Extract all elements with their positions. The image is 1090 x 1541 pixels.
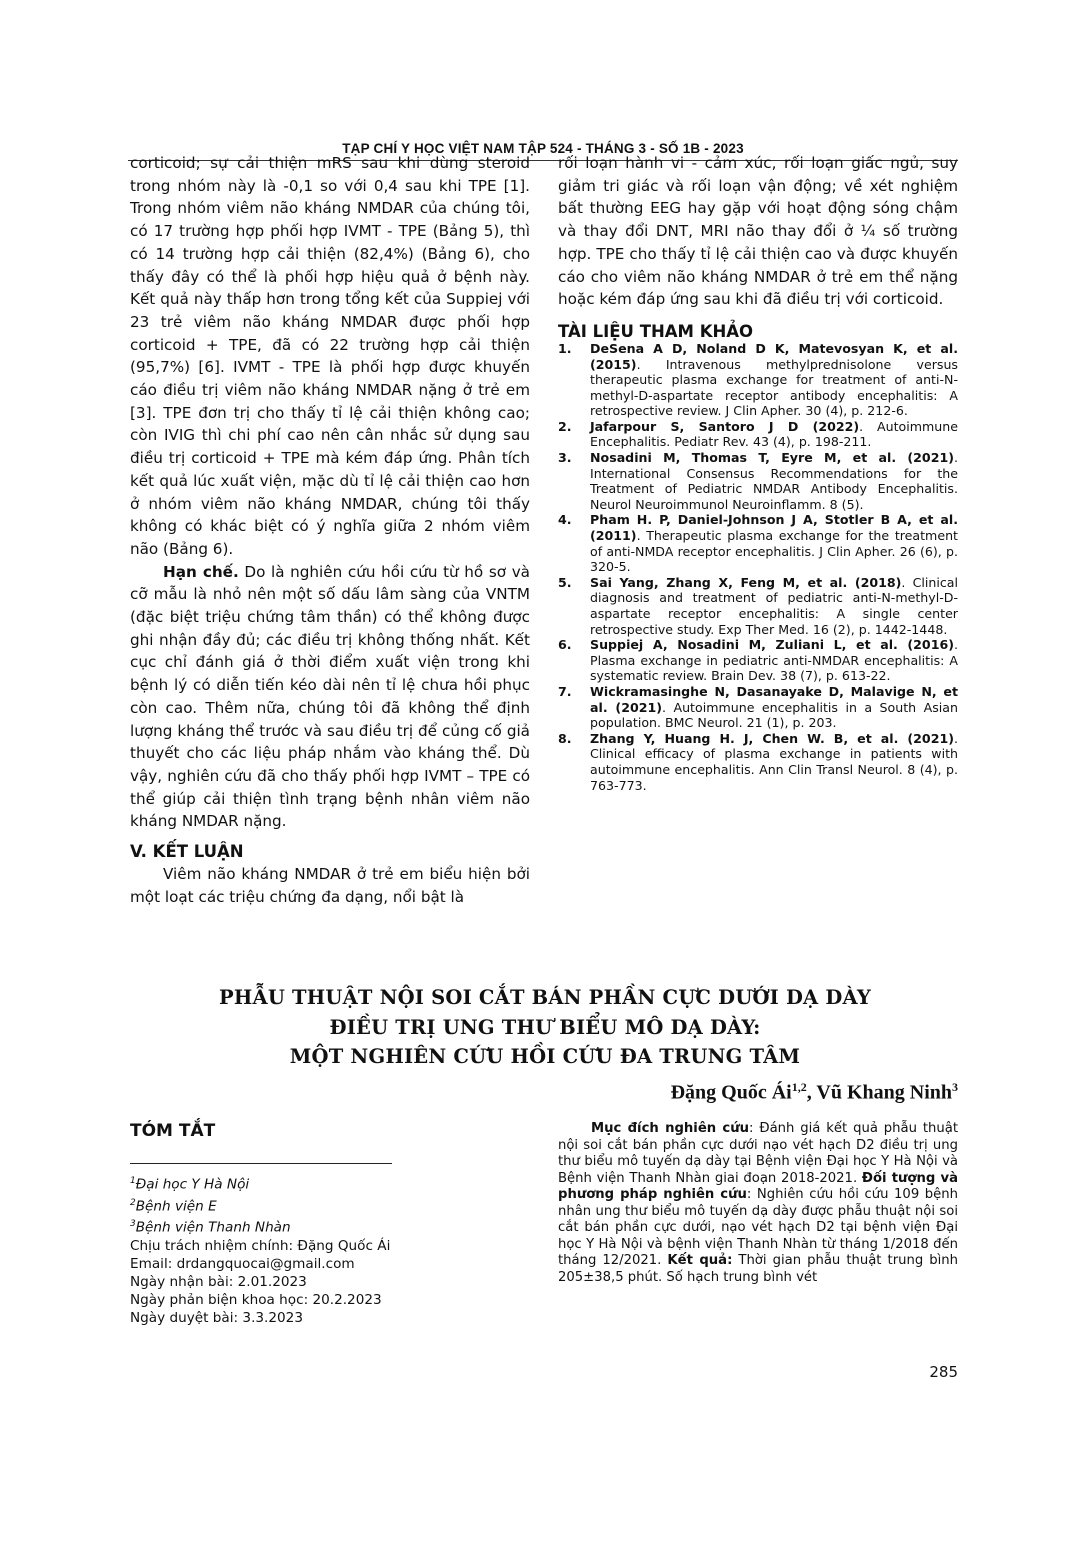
title-line: MỘT NGHIÊN CỨU HỒI CỨU ĐA TRUNG TÂM — [289, 1045, 801, 1068]
affiliation-mark: 3 — [130, 1219, 136, 1230]
limitations-text: Do là nghiên cứu hồi cứu từ hồ sơ và cỡ mẫu là nhỏ nên một số dấu lâm sàng của VNTM (đặc biệt triệu chứng tâm thần) có thể không được ghi nhận đầy đủ; các điều trị không thống nhất. Kết cục chỉ đánh giá ở thời điểm xuất viện trong khi bệnh lý có diễn tiến kéo dài nên tỉ lệ chưa hồi phục còn cao. Thêm nữa, chúng tôi đã không thể định lượng kháng thể trước và sau điều trị để củng cố giả thuyết cho các liệu pháp nhắm vào kháng thể. Dù vậy, nghiên cứu đã cho thấy phối hợp IVMT – TPE có thể giúp cải thiện tình trạng bệnh nhân viêm não kháng NMDAR nặng. — [130, 562, 530, 831]
footnote-rule — [130, 1163, 392, 1164]
reference-text: . Autoimmune Encephalitis. Pediatr Rev. 43 (4), p. 198-211. — [590, 418, 959, 450]
corresponding-author: Chịu trách nhiệm chính: Đặng Quốc Ái — [130, 1237, 391, 1254]
accepted-date: Ngày duyệt bài: 3.3.2023 — [130, 1310, 303, 1327]
reference-number: 2. — [558, 418, 572, 434]
section-heading-references: TÀI LIỆU THAM KHẢO — [558, 321, 754, 341]
reference-item — [558, 637, 958, 684]
journal-header: TẠP CHÍ Y HỌC VIỆT NAM TẬP 524 - THÁNG 3 - SỐ 1B - 2023 — [342, 141, 744, 156]
affiliation-name: Bệnh viện E — [135, 1198, 217, 1215]
reference-text: . Plasma exchange in pediatric anti-NMDAR encephalitis: A systematic review. Brain Dev. 38 (7), p. 613-22. — [590, 637, 958, 684]
reference-number: 6. — [558, 637, 572, 653]
email: Email: drdangquocai@gmail.com — [130, 1255, 355, 1272]
reference-authors: Wickramasinghe N, Dasanayake D, Malavige N, et al. (2021) — [590, 683, 958, 715]
affiliations-footnote — [130, 1172, 430, 1327]
reference-number: 3. — [558, 450, 572, 466]
received-date: Ngày nhận bài: 2.01.2023 — [130, 1274, 307, 1291]
reference-number: 1. — [558, 340, 572, 356]
paragraph-discussion: corticoid; sự cải thiện mRS sau khi dùng steroid trong nhóm này là -0,1 so với 0,4 sau khi TPE [1]. Trong nhóm viêm não kháng NMDAR của chúng tôi, có 17 trường hợp phối hợp IVMT - TPE (Bảng 5), thì có 14 trường hợp cải thiện (82,4%) (Bảng 6), cho thấy đây có thể là phối hợp hiệu quả ở bệnh này. Kết quả này thấp hơn trong tổng kết của Suppiej với 23 trẻ viêm não kháng NMDAR được phối hợp corticoid + TPE, đã có 22 trường hợp cải thiện (95,7%) [6]. IVMT - TPE là phối hợp được khuyến cáo điều trị viêm não kháng NMDAR nặng ở trẻ em [3]. TPE đơn trị cho thấy tỉ lệ cải thiện không cao; còn IVIG thì chi phí cao nên cân nhắc sử dụng sau điều trị corticoid + TPE mà kém đáp ứng. Phân tích kết quả lúc xuất viện, mặc dù tỉ lệ cải thiện cao hơn ở nhóm viêm não kháng NMDAR, chúng tôi thấy không có khác biệt có ý nghĩa giữa 2 nhóm viêm não (Bảng 6). — [130, 154, 530, 558]
reference-item — [558, 512, 958, 574]
article-title — [130, 983, 960, 1072]
affiliation-item — [130, 1215, 430, 1237]
reference-authors: Suppiej A, Nosadini M, Zuliani L, et al. (2016) — [590, 637, 954, 653]
paragraph-conclusion-cont: rối loạn hành vi - cảm xúc, rối loạn giấc ngủ, suy giảm tri giác và rối loạn vận động; về xét nghiệm bất thường EEG hay gặp với hoạt động sóng chậm và thay đổi DNT, MRI não thay đổi ở ¼ số trường hợp. TPE cho thấy tỉ lệ cải thiện cao và được khuyến cáo cho viêm não kháng NMDAR ở trẻ em thể nặng hoặc kém đáp ứng sau khi đã điều trị với corticoid. — [558, 154, 958, 309]
affiliation-mark: 1 — [130, 1176, 136, 1186]
page-number: 285 — [929, 1363, 958, 1381]
paragraph-conclusion: Viêm não kháng NMDAR ở trẻ em biểu hiện bởi một loạt các triệu chứng đa dạng, nổi bật là — [130, 865, 530, 906]
section-heading-conclusion: V. KẾT LUẬN — [130, 842, 244, 862]
reference-text: . Clinical diagnosis and treatment of pediatric anti-N-methyl-D-aspartate receptor encephalitis: A single center retrospective study. Exp Ther Med. 16 (2), p. 1442-1448. — [590, 574, 958, 637]
abstract-label-methods: Đối tượng và phương pháp nghiên cứu — [558, 1170, 958, 1202]
reference-authors: DeSena A D, Noland D K, Matevosyan K, et al. (2015) — [590, 340, 958, 372]
paragraph-limitations — [130, 561, 530, 833]
reference-authors: Zhang Y, Huang H. J, Chen W. B, et al. (2021) — [590, 730, 954, 746]
reference-authors: Sai Yang, Zhang X, Feng M, et al. (2018) — [590, 574, 902, 590]
reference-text: . Intravenous methylprednisolone versus therapeutic plasma exchange for treatment of anti-N-methyl-D-aspartate receptor antibody encephalitis: A retrospective review. J Clin Apher. 30 (4), p. 212-6. — [590, 356, 958, 419]
title-line: PHẪU THUẬT NỘI SOI CẮT BÁN PHẦN CỰC DƯỚI DẠ DÀY — [219, 986, 871, 1009]
authors — [671, 1080, 958, 1105]
author-name: Vũ Khang Ninh — [816, 1081, 952, 1104]
affiliation-item — [130, 1172, 430, 1194]
author-affiliation-mark: 1,2 — [791, 1080, 807, 1094]
reference-item — [558, 341, 958, 419]
reference-authors: Nosadini M, Thomas T, Eyre M, et al. (2021) — [590, 450, 954, 466]
left-column — [130, 152, 530, 909]
reference-item — [558, 731, 958, 793]
affiliation-item — [130, 1194, 430, 1216]
author-separator: , — [806, 1081, 817, 1104]
abstract-text: Thời gian phẫu thuật trung bình 205±38,5 phút. Số hạch trung bình vét — [558, 1253, 958, 1285]
author-name: Đặng Quốc Ái — [670, 1081, 792, 1104]
abstract-text: : Nghiên cứu hồi cứu 109 bệnh nhân ung thư biểu mô tuyến dạ dày được phẫu thuật nội soi cắt bán phần cực dưới, nạo vét hạch D2 tại bệnh viện Đại học Y Hà Nội và bệnh viện Thanh Nhàn từ tháng 1/2018 đến tháng 12/2021. — [558, 1187, 958, 1268]
abstract-label-results: Kết quả: — [667, 1253, 733, 1268]
limitations-lead: Hạn chế. — [163, 562, 239, 581]
affiliation-name: Đại học Y Hà Nội — [135, 1176, 250, 1193]
affiliation-mark: 2 — [130, 1197, 136, 1208]
review-date: Ngày phản biện khoa học: 20.2.2023 — [130, 1292, 382, 1309]
abstract-label-purpose: Mục đích nghiên cứu — [591, 1121, 750, 1136]
reference-list — [558, 341, 958, 793]
reference-item — [558, 450, 958, 512]
summary-heading: TÓM TẮT — [130, 1121, 216, 1141]
reference-item — [558, 575, 958, 637]
reference-item — [558, 684, 958, 731]
reference-text: . Therapeutic plasma exchange for the treatment of anti-NMDA receptor encephalitis. J Clin Apher. 26 (6), p. 320-5. — [590, 528, 958, 575]
abstract-text: : Đánh giá kết quả phẫu thuật nội soi cắt bán phần cực dưới nạo vét hạch D2 điều trị ung thư biểu mô tuyến dạ dày tại Bệnh viện Đại học Y Hà Nội và Bệnh viện Thanh Nhàn giai đoạn 2018-2021. — [558, 1121, 958, 1186]
reference-number: 5. — [558, 574, 572, 590]
reference-text: . Clinical efficacy of plasma exchange in patients with autoimmune encephalitis. Ann Clin Transl Neurol. 8 (4), p. 763-773. — [590, 730, 958, 793]
right-column — [558, 152, 958, 793]
title-line: ĐIỀU TRỊ UNG THƯ BIỂU MÔ DẠ DÀY: — [329, 1015, 761, 1039]
abstract — [558, 1121, 958, 1286]
reference-text: . International Consensus Recommendations for the Treatment of Pediatric NMDAR Antibody Encephalitis. Neurol Neuroimmunol Neuroinflamm. 8 (5). — [590, 450, 958, 512]
affiliation-name: Bệnh viện Thanh Nhàn — [135, 1219, 291, 1236]
reference-authors: Pham H. P, Daniel-Johnson J A, Stotler B A, et al. (2011) — [590, 512, 958, 544]
reference-number: 7. — [558, 683, 572, 699]
author-affiliation-mark: 3 — [952, 1080, 958, 1094]
reference-number: 8. — [558, 730, 572, 746]
reference-item — [558, 419, 958, 450]
reference-authors: Jafarpour S, Santoro J D (2022) — [590, 418, 860, 434]
reference-text: . Autoimmune encephalitis in a South Asian population. BMC Neurol. 21 (1), p. 203. — [590, 699, 958, 731]
reference-number: 4. — [558, 512, 572, 528]
